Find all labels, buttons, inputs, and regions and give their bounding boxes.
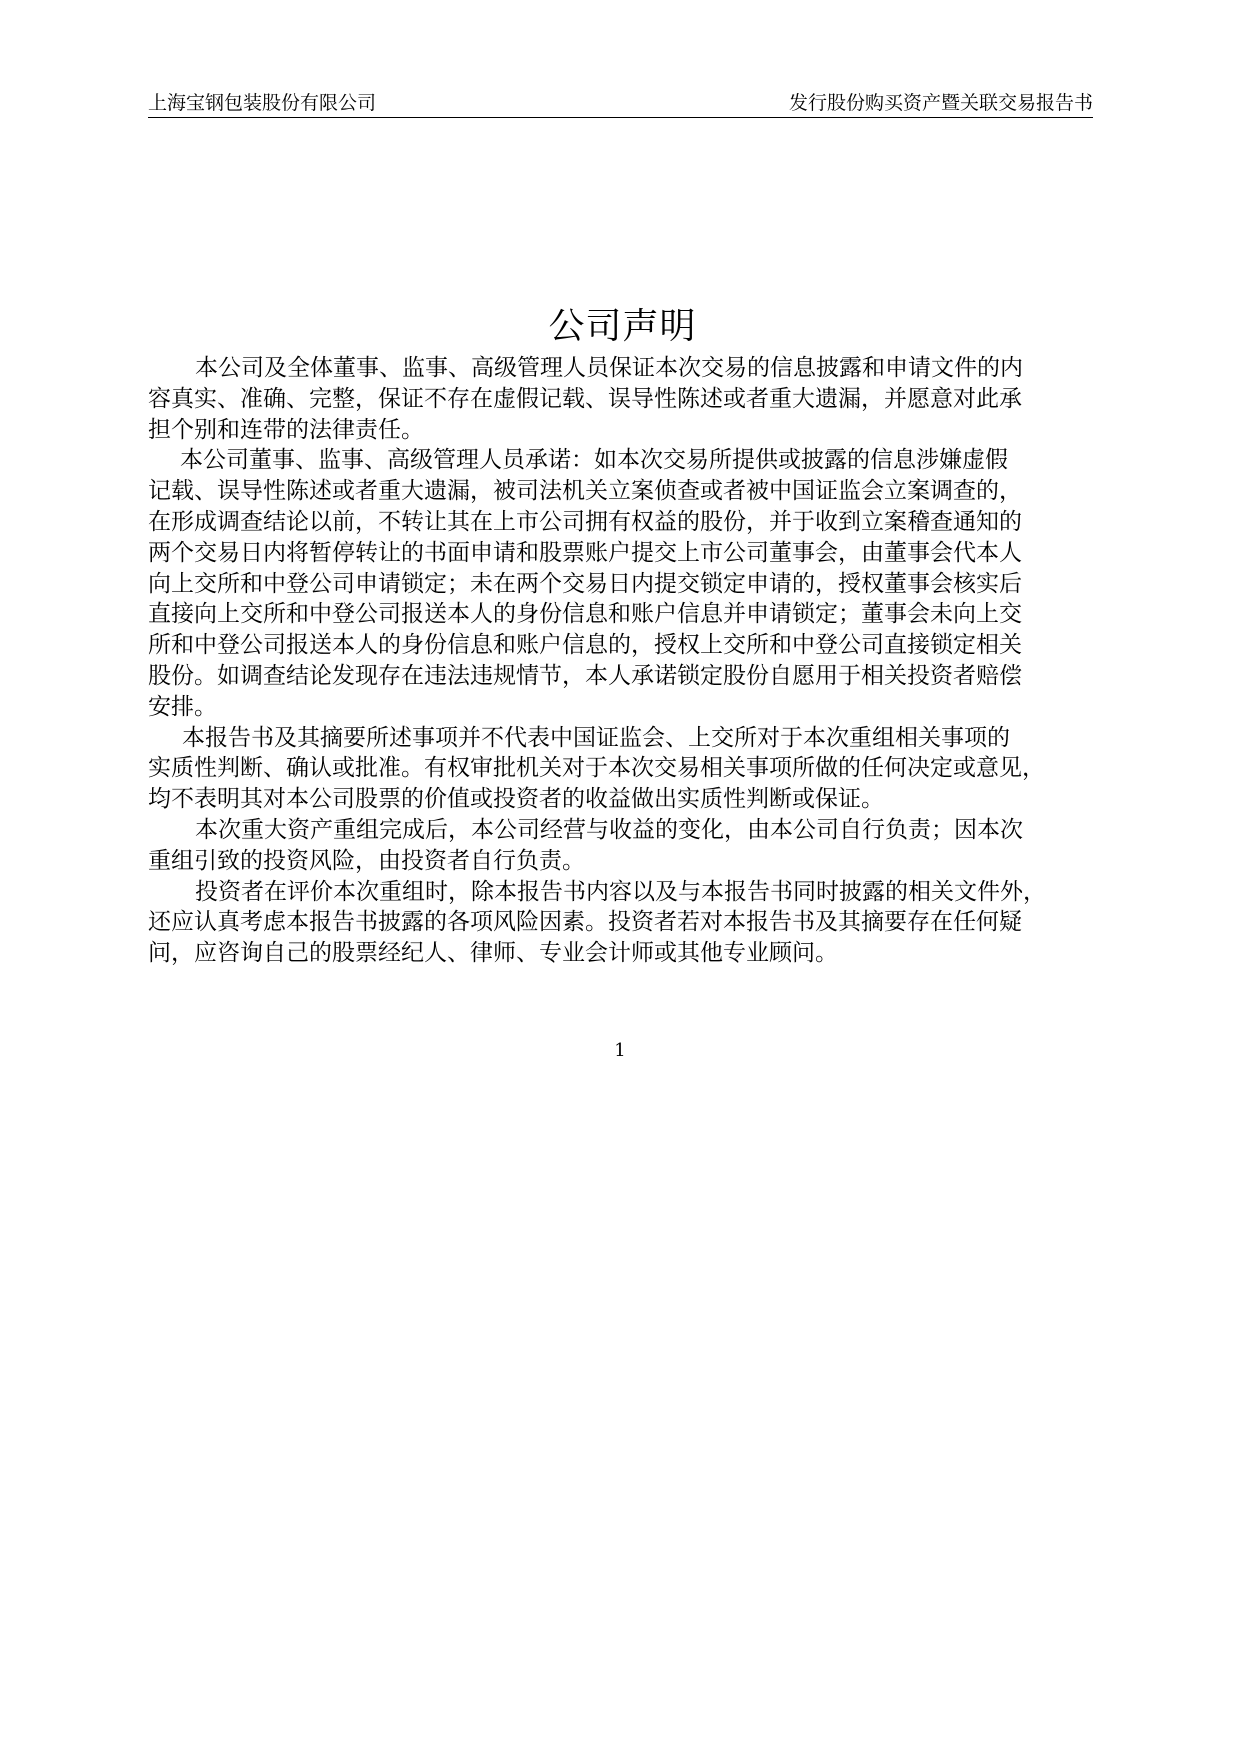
- paragraph-line: 重组引致的投资风险，由投资者自行负责。: [148, 847, 585, 874]
- declaration-body: [148, 353, 1093, 969]
- paragraph-line: 担个别和连带的法律责任。: [148, 416, 424, 443]
- page-header: [148, 91, 1093, 118]
- paragraph-3: [148, 723, 1093, 815]
- paragraph-line: 本报告书及其摘要所述事项并不代表中国证监会、上交所对于本次重组相关事项的: [182, 724, 1010, 751]
- paragraph-line: 还应认真考虑本报告书披露的各项风险因素。投资者若对本报告书及其摘要存在任何疑: [148, 909, 1022, 936]
- paragraph-2: [148, 445, 1093, 722]
- page-number: 1: [614, 1040, 626, 1061]
- paragraph-line: 投资者在评价本次重组时，除本报告书内容以及与本报告书同时披露的相关文件外，: [195, 878, 1046, 905]
- paragraph-line: 安排。: [148, 693, 217, 720]
- paragraph-line: 两个交易日内将暂停转让的书面申请和股票账户提交上市公司董事会，由董事会代本人: [148, 539, 1022, 566]
- paragraph-5: [148, 877, 1093, 969]
- paragraph-line: 本公司董事、监事、高级管理人员承诺：如本次交易所提供或披露的信息涉嫌虚假: [180, 447, 1008, 474]
- header-document-title: 发行股份购买资产暨关联交易报告书: [788, 92, 1093, 114]
- paragraph-line: 实质性判断、确认或批准。有权审批机关对于本次交易相关事项所做的任何决定或意见，: [148, 755, 1045, 782]
- paragraph-line: 均不表明其对本公司股票的价值或投资者的收益做出实质性判断或保证。: [148, 786, 884, 813]
- paragraph-line: 问，应咨询自己的股票经纪人、律师、专业会计师或其他专业顾问。: [148, 940, 838, 967]
- paragraph-line: 容真实、准确、完整，保证不存在虚假记载、误导性陈述或者重大遗漏，并愿意对此承: [148, 385, 1022, 412]
- paragraph-line: 直接向上交所和中登公司报送本人的身份信息和账户信息并申请锁定；董事会未向上交: [148, 601, 1022, 628]
- section-title: 公司声明: [548, 306, 697, 347]
- paragraph-4: [148, 815, 1093, 877]
- paragraph-1: [148, 353, 1093, 445]
- paragraph-line: 股份。如调查结论发现存在违法违规情节，本人承诺锁定股份自愿用于相关投资者赔偿: [148, 662, 1022, 689]
- paragraph-line: 本公司及全体董事、监事、高级管理人员保证本次交易的信息披露和申请文件的内: [195, 355, 1023, 381]
- paragraph-line: 记载、误导性陈述或者重大遗漏，被司法机关立案侦查或者被中国证监会立案调查的，: [148, 478, 1022, 505]
- paragraph-line: 在形成调查结论以前，不转让其在上市公司拥有权益的股份，并于收到立案稽查通知的: [148, 508, 1022, 535]
- paragraph-line: 所和中登公司报送本人的身份信息和账户信息的，授权上交所和中登公司直接锁定相关: [148, 632, 1022, 659]
- header-company-name: 上海宝钢包装股份有限公司: [148, 92, 377, 114]
- paragraph-line: 向上交所和中登公司申请锁定；未在两个交易日内提交锁定申请的，授权董事会核实后: [148, 570, 1022, 597]
- paragraph-line: 本次重大资产重组完成后，本公司经营与收益的变化，由本公司自行负责；因本次: [195, 816, 1023, 843]
